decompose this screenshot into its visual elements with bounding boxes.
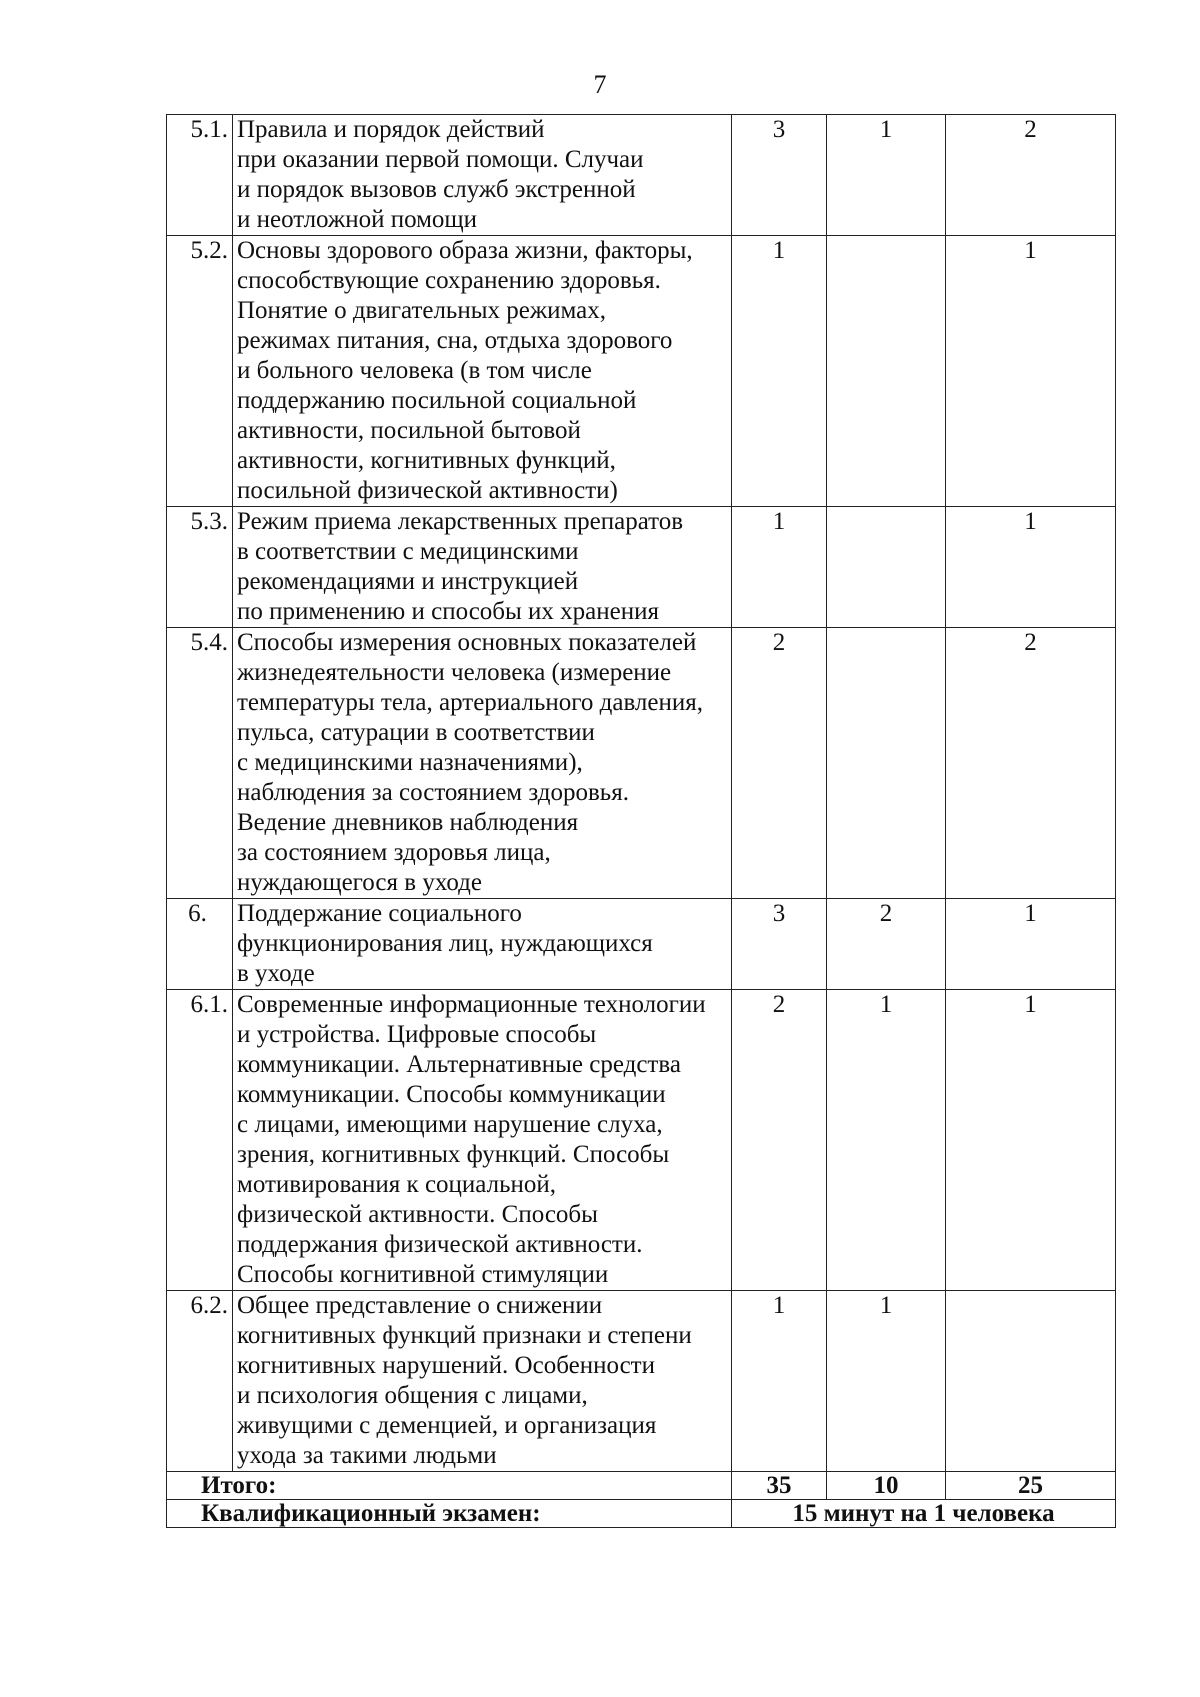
table-row <box>167 1291 1116 1472</box>
total-theory-hours: 10 <box>827 1472 946 1500</box>
table-row <box>167 115 1116 236</box>
row-theory-hours <box>827 507 946 628</box>
row-practice-hours: 2 <box>946 115 1116 236</box>
row-theory-hours <box>827 236 946 507</box>
row-number: 5.3. <box>167 507 233 628</box>
row-number: 6.2. <box>167 1291 233 1472</box>
row-title: Общее представление о снижении когнитивных функций признаки и степени когнитивных нарушений. Особенности и психология общения с лицами, живущими с деменцией, и организация ухода за такими людьми <box>233 1291 732 1472</box>
row-total-hours: 2 <box>732 990 827 1291</box>
table-row <box>167 236 1116 507</box>
row-theory-hours: 2 <box>827 899 946 990</box>
row-total-hours: 2 <box>732 628 827 899</box>
row-total-hours: 3 <box>732 899 827 990</box>
row-total-hours: 3 <box>732 115 827 236</box>
exam-duration: 15 минут на 1 человека <box>732 1500 1116 1528</box>
row-title: Поддержание социального функционирования лиц, нуждающихся в уходе <box>233 899 732 990</box>
row-title: Режим приема лекарственных препаратов в соответствии с медицинскими рекомендациями и инструкцией по применению и способы их хранения <box>233 507 732 628</box>
total-practice-hours: 25 <box>946 1472 1116 1500</box>
total-hours: 35 <box>732 1472 827 1500</box>
row-practice-hours: 1 <box>946 507 1116 628</box>
row-total-hours: 1 <box>732 507 827 628</box>
exam-row <box>167 1500 1116 1528</box>
row-practice-hours: 1 <box>946 899 1116 990</box>
row-theory-hours: 1 <box>827 990 946 1291</box>
row-total-hours: 1 <box>732 236 827 507</box>
curriculum-table <box>166 114 1116 1528</box>
row-practice-hours <box>946 1291 1116 1472</box>
row-practice-hours: 1 <box>946 990 1116 1291</box>
row-title: Современные информационные технологии и устройства. Цифровые способы коммуникации. Альтернативные средства коммуникации. Способы коммуникации с лицами, имеющими нарушение слуха, зрения, когнитивных функций. Способы мотивирования к социальной, физической активности. Способы поддержания физической активности. Способы когнитивной стимуляции <box>233 990 732 1291</box>
row-number: 5.2. <box>167 236 233 507</box>
row-title: Правила и порядок действий при оказании первой помощи. Случаи и порядок вызовов служб экстренной и неотложной помощи <box>233 115 732 236</box>
row-theory-hours: 1 <box>827 1291 946 1472</box>
table-row <box>167 899 1116 990</box>
row-number: 5.4. <box>167 628 233 899</box>
row-number: 5.1. <box>167 115 233 236</box>
row-practice-hours: 1 <box>946 236 1116 507</box>
row-theory-hours: 1 <box>827 115 946 236</box>
row-total-hours: 1 <box>732 1291 827 1472</box>
row-theory-hours <box>827 628 946 899</box>
page-number: 7 <box>593 70 607 99</box>
table-row <box>167 990 1116 1291</box>
row-number: 6.1. <box>167 990 233 1291</box>
row-title: Основы здорового образа жизни, факторы, способствующие сохранению здоровья. Понятие о двигательных режимах, режимах питания, сна, отдыха здорового и больного человека (в том числе поддержанию посильной социальной активности, посильной бытовой активности, когнитивных функций, посильной физической активности) <box>233 236 732 507</box>
total-label: Итого: <box>167 1472 732 1500</box>
row-number: 6. <box>167 899 233 990</box>
row-practice-hours: 2 <box>946 628 1116 899</box>
row-title: Способы измерения основных показателей жизнедеятельности человека (измерение температуры тела, артериального давления, пульса, сатурации в соответствии с медицинскими назначениями), наблюдения за состоянием здоровья. Ведение дневников наблюдения за состоянием здоровья лица, нуждающегося в уходе <box>233 628 732 899</box>
total-row <box>167 1472 1116 1500</box>
exam-label: Квалификационный экзамен: <box>167 1500 732 1528</box>
table-row <box>167 628 1116 899</box>
table-row <box>167 507 1116 628</box>
